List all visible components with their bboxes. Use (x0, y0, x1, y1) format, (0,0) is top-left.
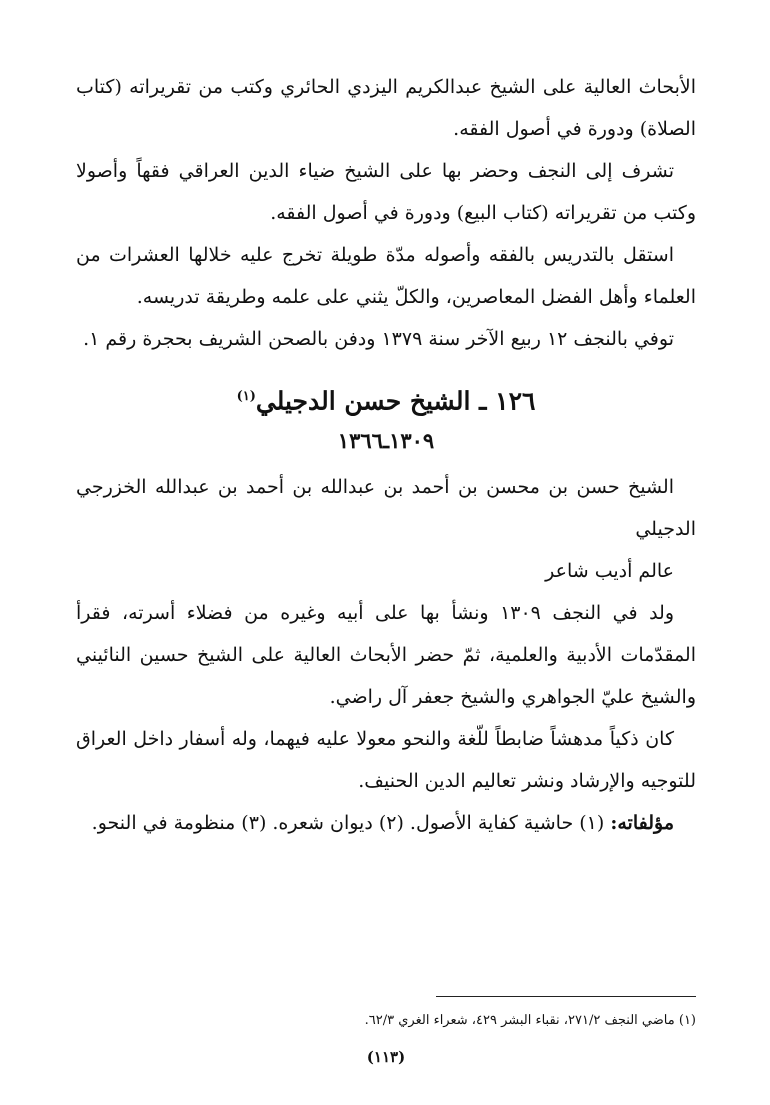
paragraph-prev-3: استقل بالتدريس بالفقه وأصوله مدّة طويلة تخرج عليه خلالها العشرات من العلماء وأهل الفضل المعاصرين، والكلّ يثني على علمه وطريقة تدريسه. (76, 244, 696, 308)
entry-heading (76, 374, 696, 424)
footnote: (١) ماضي النجف ٢٧١/٢، نقباء البشر ٤٢٩، شعراء الغري ٦٢/٣. (364, 1013, 696, 1028)
paragraph-prev-2: تشرف إلى النجف وحضر بها على الشيخ ضياء الدين العراقي فقهاً وأصولا وكتب من تقريراته (كتاب البيع) ودورة في أصول الفقه. (76, 160, 696, 224)
paragraph-prev-4: توفي بالنجف ١٢ ربيع الآخر سنة ١٣٧٩ ودفن بالصحن الشريف بحجرة رقم ١. (83, 328, 674, 350)
entry-description: عالم أديب شاعر (545, 560, 674, 583)
page-number: (١١٣) (366, 1048, 406, 1066)
entry-name-line: الشيخ حسن بن محسن بن أحمد بن عبدالله بن أحمد بن عبدالله الخزرجي الدجيلي (76, 476, 696, 541)
document-page (76, 66, 696, 1086)
paragraph-prev-1: الأبحاث العالية على الشيخ عبدالكريم اليزدي الحائري وكتب من تقريراته (كتاب الصلاة) ودورة في أصول الفقه. (76, 76, 696, 140)
footnote-divider (436, 996, 696, 997)
entry-bio-1: ولد في النجف ١٣٠٩ ونشأ بها على أبيه وغيره من فضلاء أسرته، فقرأ المقدّمات الأدبية والعلمية، ثمّ حضر الأبحاث العالية على الشيخ حسين النائيني والشيخ عليّ الجواهري والشيخ جعفر آل راضي. (76, 602, 696, 709)
entry-bio-2: كان ذكياً مدهشاً ضابطاً للّغة والنحو معولا عليه فيهما، وله أسفار داخل العراق للتوجيه والإرشاد ونشر تعاليم الدين الحنيف. (76, 728, 696, 793)
works-text: (١) حاشية كفاية الأصول. (٢) ديوان شعره. (٣) منظومة في النحو. (91, 812, 611, 835)
works-label: مؤلفاته: (610, 812, 674, 835)
entry-works (76, 802, 696, 844)
footnote-reference: (١) (236, 389, 256, 404)
entry-years: ١٣٠٩ـ١٣٦٦ (337, 428, 435, 454)
entry-heading-text: ١٢٦ ـ الشيخ حسن الدجيلي (255, 386, 536, 416)
